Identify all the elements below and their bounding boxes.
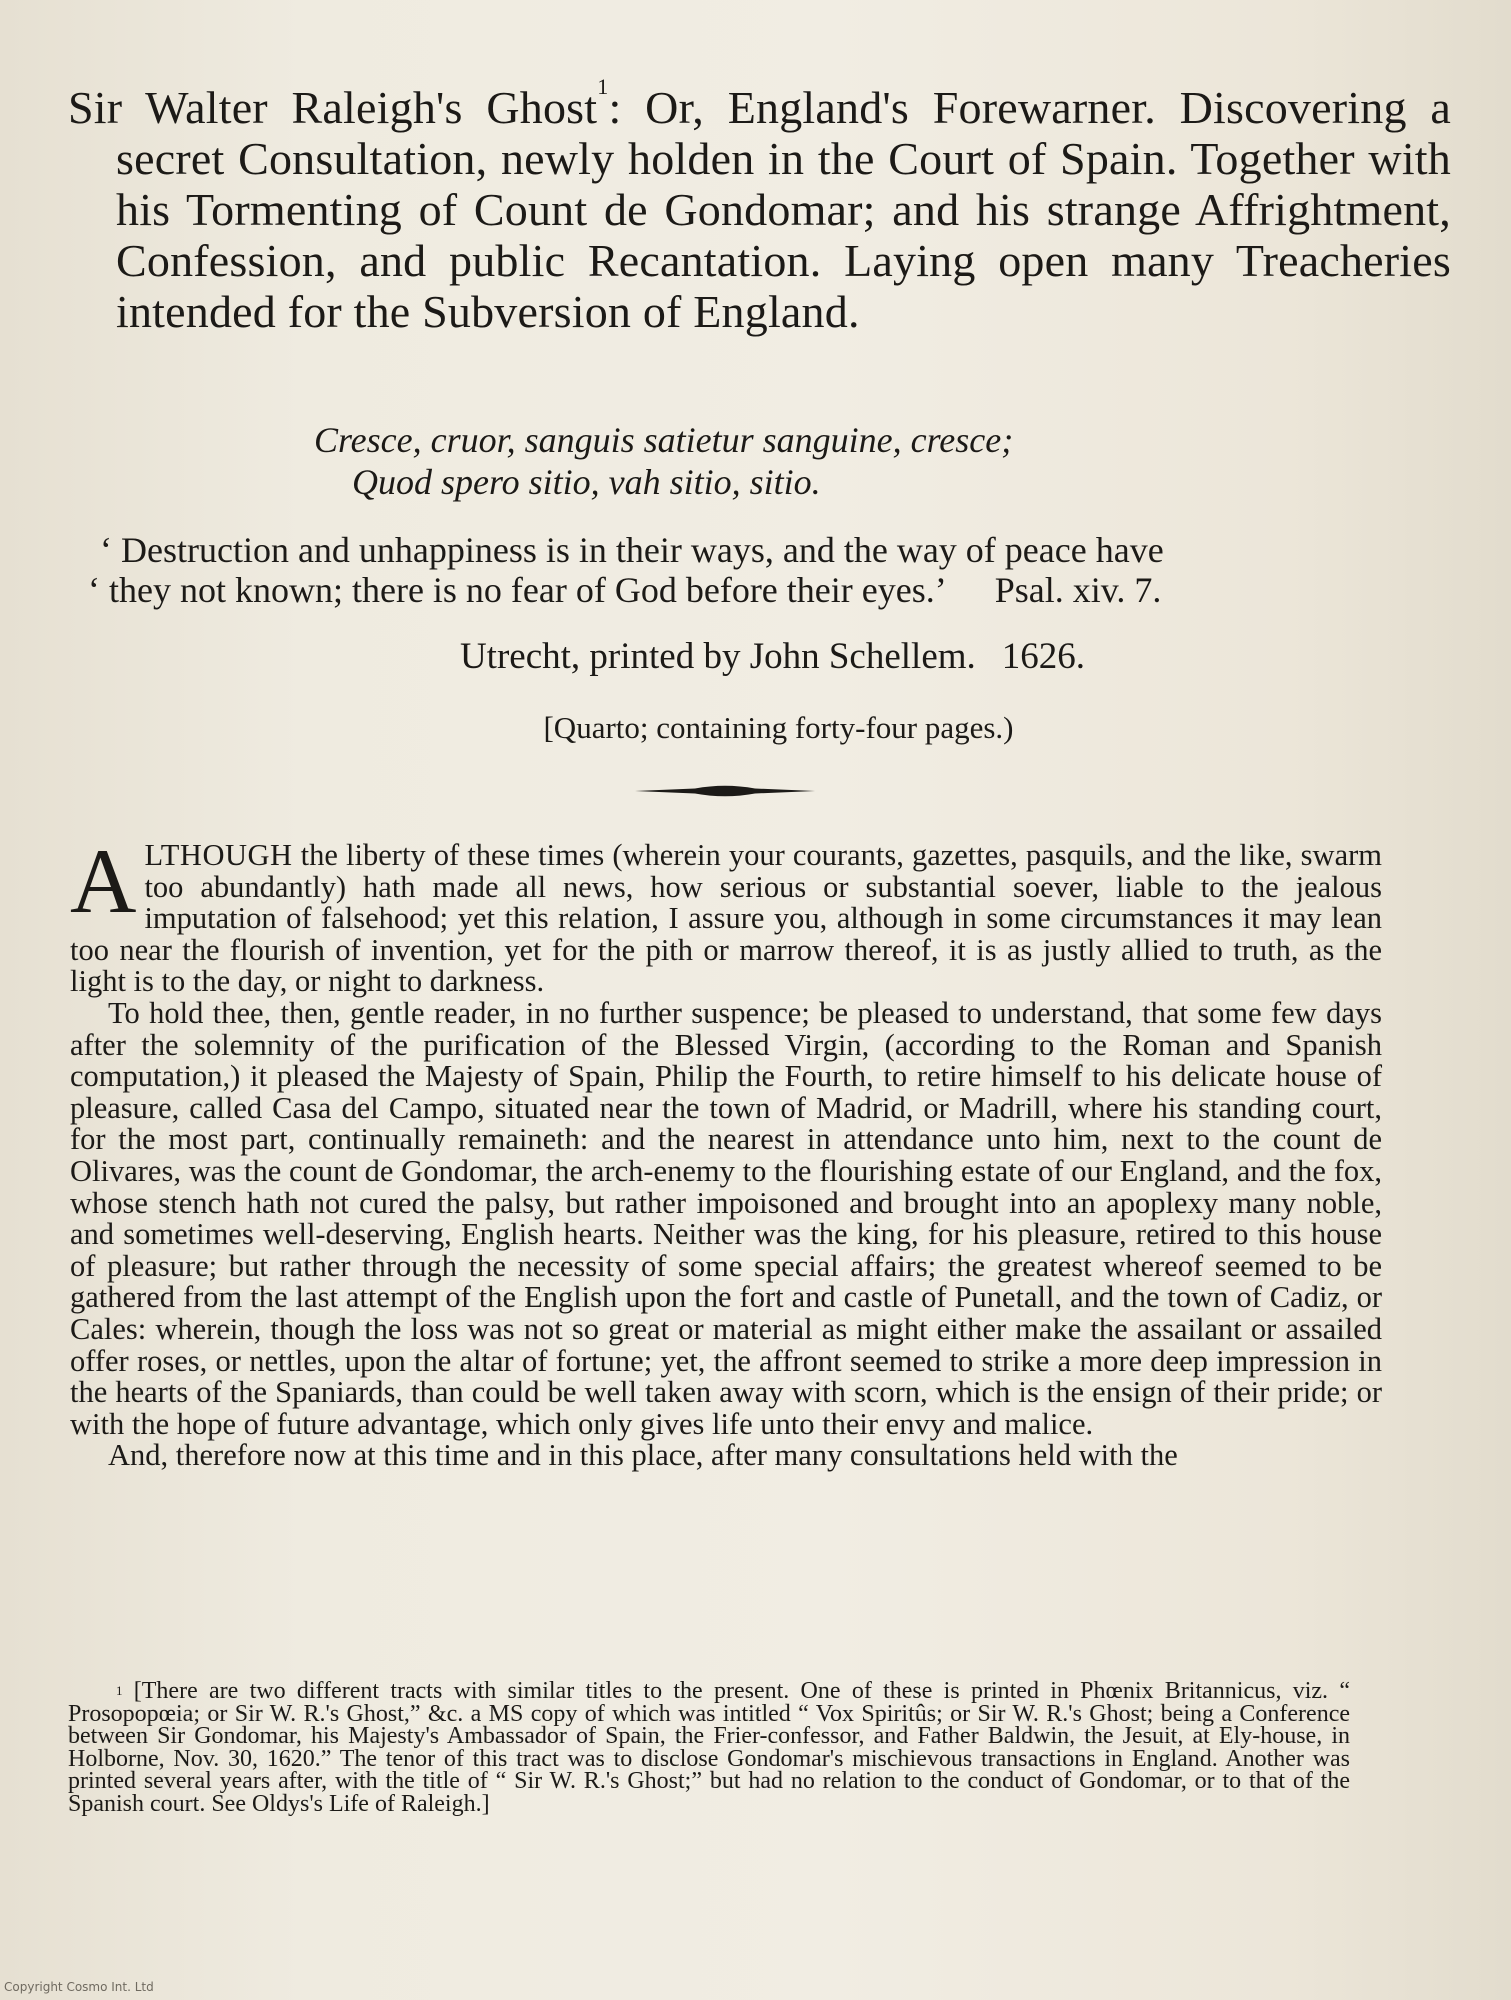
psalm-reference: Psal. xiv. 7. xyxy=(994,570,1162,610)
footnote-paragraph xyxy=(68,1680,1350,1816)
paragraph-2: To hold thee, then, gentle reader, in no further suspence; be pleased to understand, that some few days after the solemnity of the purification of the Blessed Virgin, (according to the Roman and Spanish computation,) it pleased the Majesty of Spain, Philip the Fourth, to retire himself to his delicate house of pleasure, called Casa del Campo, situated near the town of Madrid, or Madrill, where his standing court, for the most part, continually remaineth: and the nearest in attendance unto him, next to the count de Olivares, was the count de Gondomar, the arch-enemy to the flourishing estate of our England, and the fox, whose stench hath not cured the palsy, but rather impoisoned and brought into an apoplexy many noble, and sometimes well-deserving, English hearts. Neither was the king, for his pleasure, retired to this house of pleasure; but rather through the necessity of some special affairs; the greatest whereof seemed to be gathered from the last attempt of the English upon the fort and castle of Punetall, and the town of Cadiz, or Cales: wherein, though the loss was not so great or material as might either make the assailant or assailed offer roses, or nettles, upon the altar of fortune; yet, the affront seemed to strike a more deep impression in the hearts of the Spaniards, than could be well taken away with scorn, which is the ensign of their pride; or with the hope of future advantage, which only gives life unto their envy and malice. xyxy=(70,995,1382,1441)
format-note: [Quarto; containing forty-four pages.) xyxy=(543,710,1014,745)
footnote-mark: 1 xyxy=(116,1683,123,1698)
paragraph-3: And, therefore now at this time and in this place, after many consultations held with the xyxy=(108,1438,1178,1473)
ornamental-divider xyxy=(635,782,815,800)
latin-motto-line-1: Cresce, cruor, sanguis satietur sanguine, cresce; xyxy=(314,420,1014,460)
title-rest: : Or, England's Forewarner. Discovering a secret Consultation, newly holden in the Court of Spain. Together with his Tormenting of Count de Gondomar; and his strange Affrightment, Confession, and public Recantation. Laying open many Treacheries intended for the Subversion of England. xyxy=(116,82,1451,337)
latin-motto-line-2: Quod spero sitio, vah sitio, sitio. xyxy=(352,462,821,502)
title-lead: Sir Walter Raleigh's Ghost xyxy=(68,82,598,133)
drop-cap: A xyxy=(70,830,137,932)
quote-line-2 xyxy=(70,570,1390,610)
scripture-quote xyxy=(70,530,1390,610)
footnote-text: [There are two different tracts with similar titles to the present. One of these is printed in Phœnix Britannicus, viz. “ Prosopopœia; or Sir W. R.'s Ghost,” &c. a MS copy of which was intitled “ Vox Spiritûs; or Sir W. R.'s Ghost; being a Conference between Sir Gondomar, his Majesty's Ambassador of Spain, the Frier-confessor, and Father Baldwin, the Jesuit, at Ely-house, in Holborne, Nov. 30, 1620.” The tenor of this tract was to disclose Gondomar's mischievous transactions in England. Another was printed several years after, with the title of “ Sir W. R.'s Ghost;” but had no relation to the conduct of Gondomar, or to that of the Spanish court. See Oldys's Life of Raleigh.] xyxy=(68,1678,1350,1817)
imprint-text: Utrecht, printed by John Schellem. xyxy=(459,636,976,677)
paragraph-1 xyxy=(70,830,1382,999)
paragraph-1-text: the liberty of these times (wherein your courants, gazettes, pasquils, and the like, swarm too abundantly) hath made all news, how serious or substantial soever, liable to the jealous imputation of falsehood; yet this relation, I assure you, although in some circumstances it may lean too near the flourish of invention, yet for the pith or marrow thereof, it is as justly allied to truth, as the light is to the day, or night to darkness. xyxy=(70,838,1382,999)
tract-title xyxy=(68,74,1451,337)
imprint-year: 1626. xyxy=(1001,636,1086,677)
imprint xyxy=(0,636,1511,678)
body-text xyxy=(70,830,1382,1473)
quote-line-1: ‘ Destruction and unhappiness is in their ways, and the way of peace have xyxy=(100,530,1164,570)
footnote xyxy=(68,1680,1350,1816)
title-footnote-mark: 1 xyxy=(597,74,609,99)
first-word: LTHOUGH xyxy=(144,838,293,872)
copyright-notice: Copyright Cosmo Int. Ltd xyxy=(4,1980,154,1994)
quote-line-2-text: ‘ they not known; there is no fear of God before their eyes.’ xyxy=(88,570,947,610)
